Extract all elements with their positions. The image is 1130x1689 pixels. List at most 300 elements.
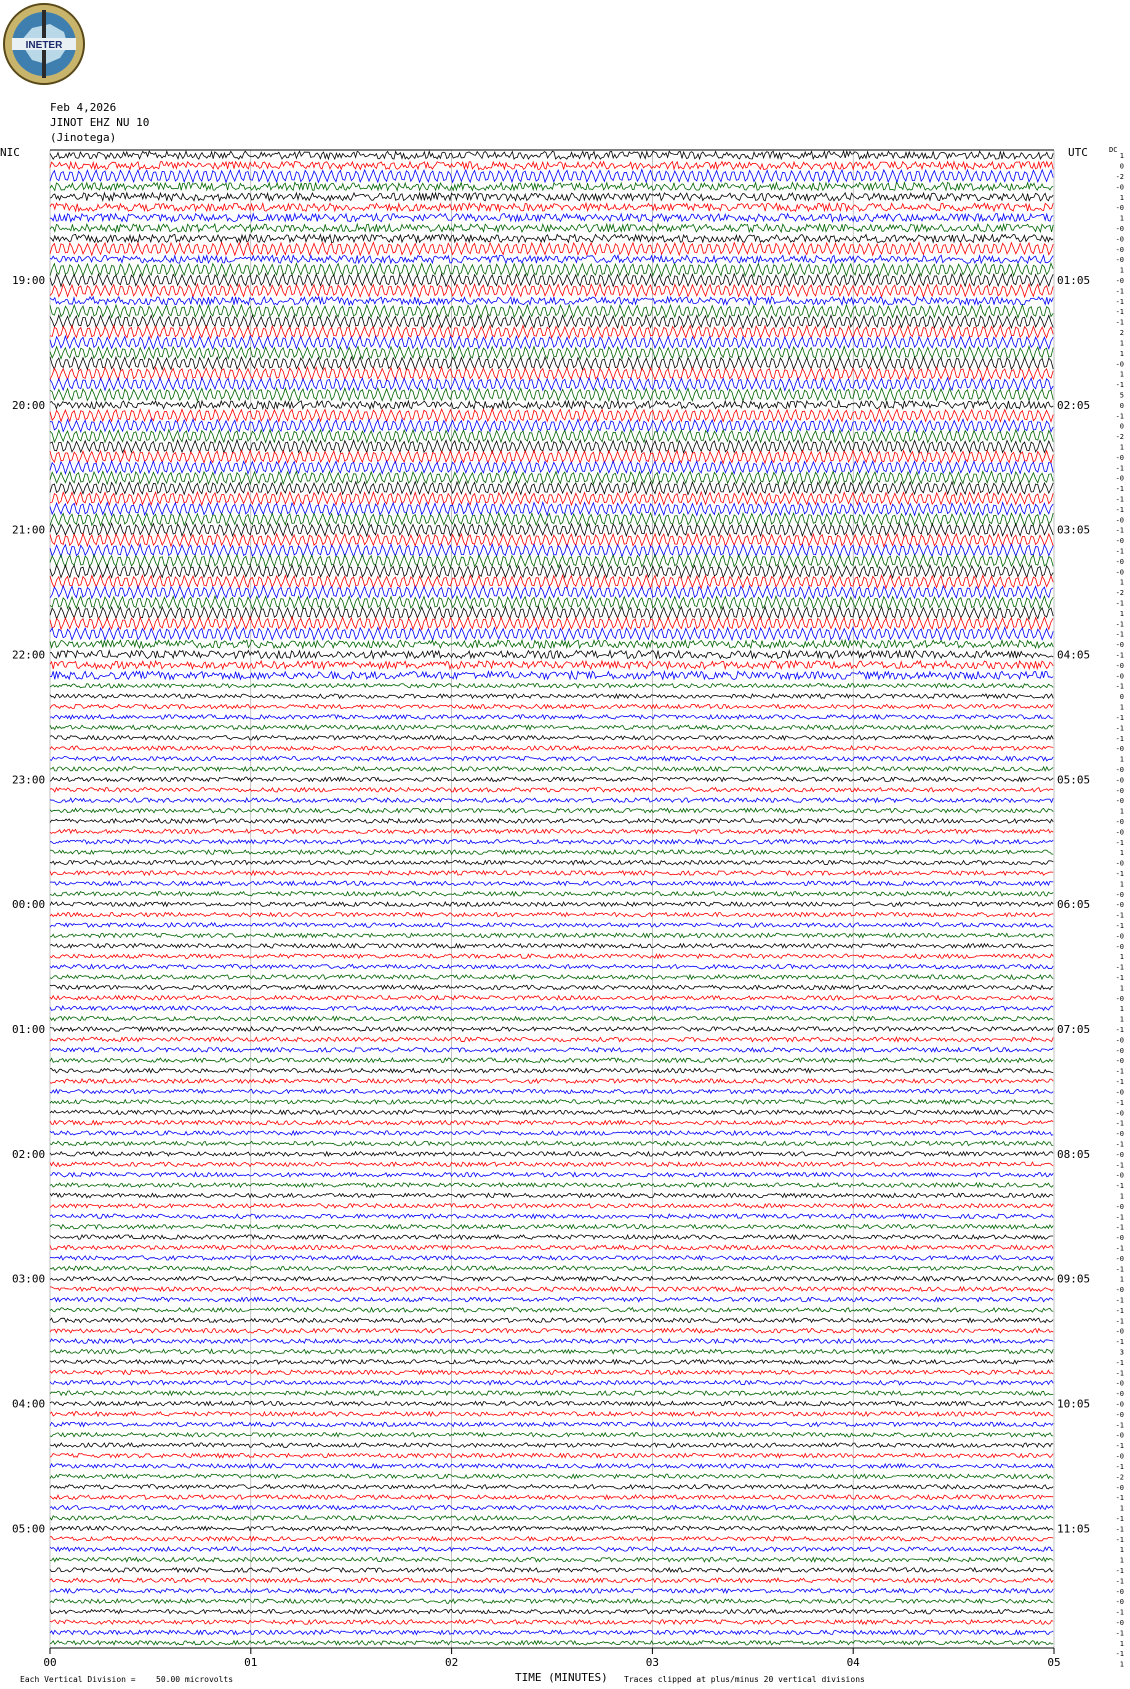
trace-126 — [50, 1464, 1053, 1468]
dc-offset: -1 — [1115, 1608, 1124, 1617]
dc-offset: -2 — [1115, 433, 1124, 442]
station-code: JINOT EHZ NU 10 — [50, 116, 150, 129]
trace-114 — [50, 1339, 1053, 1343]
right-time-label: 08:05 — [1057, 1147, 1091, 1161]
dc-offset: -1 — [1115, 734, 1124, 743]
trace-20 — [50, 357, 1053, 370]
dc-offset: -0 — [1115, 1431, 1124, 1440]
dc-offset: -0 — [1115, 765, 1124, 774]
dc-offset: -0 — [1115, 776, 1124, 785]
dc-offset: -0 — [1115, 1234, 1124, 1243]
trace-104 — [50, 1235, 1053, 1239]
dc-offset: -0 — [1115, 859, 1124, 868]
dc-offset: -0 — [1115, 537, 1124, 546]
trace-98 — [50, 1173, 1053, 1177]
left-time-label: 22:00 — [12, 648, 46, 662]
trace-109 — [50, 1287, 1053, 1291]
dc-offset: -1 — [1115, 297, 1124, 306]
trace-14 — [50, 297, 1053, 305]
dc-offset: -1 — [1115, 1026, 1124, 1035]
station-location: (Jinotega) — [50, 131, 117, 144]
dc-offset: -0 — [1115, 474, 1124, 483]
trace-72 — [50, 902, 1053, 906]
record-date: Feb 4,2026 — [50, 101, 117, 114]
trace-35 — [50, 513, 1053, 526]
dc-offset: -0 — [1115, 277, 1124, 286]
dc-offset: 1 — [1119, 807, 1124, 816]
dc-offset: 1 — [1119, 1275, 1124, 1284]
dc-offset: -0 — [1115, 672, 1124, 681]
trace-61 — [50, 788, 1053, 792]
dc-offset: 1 — [1119, 339, 1124, 348]
dc-offset: 1 — [1119, 1504, 1124, 1513]
trace-2 — [50, 170, 1053, 183]
trace-95 — [50, 1141, 1053, 1145]
dc-offset: -1 — [1115, 599, 1124, 608]
trace-46 — [50, 627, 1053, 640]
trace-92 — [50, 1110, 1053, 1114]
trace-62 — [50, 798, 1053, 802]
trace-128 — [50, 1485, 1053, 1489]
dc-offset: -1 — [1115, 485, 1124, 494]
dc-offset: -0 — [1115, 256, 1124, 265]
dc-offset: -1 — [1115, 1244, 1124, 1253]
dc-offset: -1 — [1115, 1514, 1124, 1523]
trace-81 — [50, 996, 1053, 1000]
dc-offset: -1 — [1115, 630, 1124, 639]
trace-19 — [50, 346, 1053, 359]
dc-offset: -2 — [1115, 1473, 1124, 1482]
trace-10 — [50, 255, 1053, 263]
left-time-label: 03:00 — [12, 1272, 46, 1286]
trace-49 — [50, 661, 1053, 669]
x-tick-label: 00 — [43, 1656, 57, 1669]
trace-101 — [50, 1204, 1053, 1208]
dc-offset: -0 — [1115, 797, 1124, 806]
dc-offset: -0 — [1115, 1286, 1124, 1295]
trace-51 — [50, 684, 1053, 688]
right-time-label: 07:05 — [1057, 1023, 1091, 1037]
trace-31 — [50, 471, 1053, 484]
left-time-label: 23:00 — [12, 773, 46, 787]
left-time-label: 04:00 — [12, 1397, 46, 1411]
dc-offset: 0 — [1119, 693, 1124, 702]
dc-offset: -1 — [1115, 963, 1124, 972]
trace-8 — [50, 234, 1053, 242]
right-time-labels — [1057, 274, 1090, 1535]
dc-offset: -0 — [1115, 557, 1124, 566]
trace-17 — [50, 326, 1053, 339]
trace-93 — [50, 1121, 1053, 1125]
dc-offset: 1 — [1119, 849, 1124, 858]
dc-offset: 1 — [1119, 1192, 1124, 1201]
trace-66 — [50, 840, 1053, 844]
trace-131 — [50, 1516, 1053, 1520]
dc-offset: -0 — [1115, 786, 1124, 795]
dc-offset: -0 — [1115, 568, 1124, 577]
trace-75 — [50, 933, 1053, 937]
trace-108 — [50, 1277, 1053, 1281]
trace-9 — [50, 242, 1053, 255]
dc-offset: -0 — [1115, 1088, 1124, 1097]
trace-68 — [50, 860, 1053, 864]
dc-offset: 1 — [1119, 703, 1124, 712]
trace-97 — [50, 1162, 1053, 1166]
x-tick-label: 03 — [645, 1656, 660, 1669]
right-time-label: 01:05 — [1057, 274, 1091, 288]
trace-79 — [50, 975, 1053, 979]
dc-offset: -1 — [1115, 838, 1124, 847]
dc-offset: -1 — [1115, 495, 1124, 504]
trace-71 — [50, 892, 1053, 896]
dc-offset: 1 — [1119, 984, 1124, 993]
dc-offset: -0 — [1115, 1036, 1124, 1045]
trace-6 — [50, 214, 1053, 222]
trace-143 — [50, 1641, 1053, 1645]
logo-text: INETER — [25, 40, 63, 51]
right-time-label: 09:05 — [1057, 1272, 1091, 1286]
left-time-label: 01:00 — [12, 1023, 46, 1037]
trace-103 — [50, 1225, 1053, 1229]
trace-125 — [50, 1453, 1053, 1457]
dc-offset: -1 — [1115, 308, 1124, 317]
dc-offset: -1 — [1115, 1067, 1124, 1076]
trace-56 — [50, 736, 1053, 740]
trace-43 — [50, 596, 1053, 609]
dc-offset: -1 — [1115, 526, 1124, 535]
trace-100 — [50, 1193, 1053, 1197]
trace-91 — [50, 1100, 1053, 1104]
trace-84 — [50, 1027, 1053, 1031]
left-time-label: 19:00 — [12, 274, 46, 288]
trace-59 — [50, 767, 1053, 771]
trace-99 — [50, 1183, 1053, 1187]
dc-offset: -0 — [1115, 235, 1124, 244]
trace-85 — [50, 1037, 1053, 1041]
dc-offset: -1 — [1115, 1629, 1124, 1638]
dc-offset: -1 — [1115, 1161, 1124, 1170]
dc-offset: -1 — [1115, 1140, 1124, 1149]
dc-offset: 0 — [1119, 401, 1124, 410]
trace-117 — [50, 1370, 1053, 1374]
trace-47 — [50, 640, 1053, 648]
trace-70 — [50, 881, 1053, 885]
trace-38 — [50, 544, 1053, 557]
dc-offset: -0 — [1115, 453, 1124, 462]
dc-offset: -1 — [1115, 1494, 1124, 1503]
dc-offset: -1 — [1115, 620, 1124, 629]
trace-63 — [50, 808, 1053, 812]
trace-130 — [50, 1505, 1053, 1509]
trace-94 — [50, 1131, 1053, 1135]
trace-53 — [50, 704, 1053, 708]
dc-offset: -1 — [1115, 287, 1124, 296]
dc-offset-labels — [1116, 152, 1124, 1668]
trace-123 — [50, 1433, 1053, 1437]
trace-69 — [50, 871, 1053, 875]
dc-offset: -0 — [1115, 1130, 1124, 1139]
dc-offset: 1 — [1119, 953, 1124, 962]
trace-111 — [50, 1308, 1053, 1312]
dc-offset: -1 — [1115, 1338, 1124, 1347]
trace-45 — [50, 617, 1053, 630]
trace-40 — [50, 565, 1053, 578]
trace-13 — [50, 284, 1053, 297]
dc-offset: -1 — [1115, 911, 1124, 920]
trace-135 — [50, 1557, 1053, 1561]
dc-offset: -0 — [1115, 1109, 1124, 1118]
trace-22 — [50, 378, 1053, 391]
dc-offset: -0 — [1115, 1587, 1124, 1596]
trace-137 — [50, 1578, 1053, 1582]
left-time-label: 20:00 — [12, 398, 46, 412]
trace-74 — [50, 923, 1053, 927]
trace-65 — [50, 829, 1053, 833]
trace-121 — [50, 1412, 1053, 1416]
seismic-traces — [50, 151, 1053, 1645]
trace-78 — [50, 964, 1053, 968]
trace-44 — [50, 607, 1053, 620]
dc-offset: -0 — [1115, 1327, 1124, 1336]
dc-offset: -1 — [1115, 1265, 1124, 1274]
dc-offset: -0 — [1115, 245, 1124, 254]
dc-offset: -1 — [1115, 922, 1124, 931]
trace-129 — [50, 1495, 1053, 1499]
dc-offset: -0 — [1115, 661, 1124, 670]
trace-60 — [50, 777, 1053, 781]
dc-offset: 1 — [1119, 266, 1124, 275]
trace-139 — [50, 1599, 1053, 1603]
dc-offset: -0 — [1115, 516, 1124, 525]
trace-88 — [50, 1069, 1053, 1073]
dc-offset: -0 — [1115, 1618, 1124, 1627]
dc-offset: 1 — [1119, 578, 1124, 587]
right-time-label: 11:05 — [1057, 1522, 1091, 1536]
trace-58 — [50, 756, 1053, 760]
dc-offset: -1 — [1115, 1358, 1124, 1367]
trace-134 — [50, 1547, 1053, 1551]
dc-offset: -1 — [1115, 505, 1124, 514]
dc-offset: 1 — [1119, 880, 1124, 889]
dc-offset: -0 — [1115, 932, 1124, 941]
trace-116 — [50, 1360, 1053, 1364]
dc-offset: 1 — [1119, 214, 1124, 223]
trace-0 — [50, 151, 1053, 159]
dc-offset: 0 — [1119, 162, 1124, 171]
trace-90 — [50, 1089, 1053, 1093]
dc-offset: 1 — [1119, 1546, 1124, 1555]
dc-offset: -0 — [1115, 1150, 1124, 1159]
left-timezone-label: NIC — [0, 146, 20, 159]
dc-offset: -0 — [1115, 745, 1124, 754]
trace-4 — [50, 193, 1053, 201]
dc-offset: -1 — [1115, 1182, 1124, 1191]
dc-offset: 3 — [1119, 1348, 1124, 1357]
trace-141 — [50, 1620, 1053, 1624]
dc-offset: -1 — [1115, 381, 1124, 390]
dc-offset: 1 — [1119, 755, 1124, 764]
dc-offset: -0 — [1115, 817, 1124, 826]
dc-offset: -0 — [1115, 204, 1124, 213]
trace-67 — [50, 850, 1053, 854]
trace-64 — [50, 819, 1053, 823]
dc-offset: -0 — [1115, 890, 1124, 899]
trace-76 — [50, 944, 1053, 948]
division-label: Each Vertical Division = — [20, 1675, 136, 1684]
right-time-label: 06:05 — [1057, 898, 1091, 912]
dc-offset: -1 — [1115, 1317, 1124, 1326]
trace-124 — [50, 1443, 1053, 1447]
trace-29 — [50, 450, 1053, 463]
trace-112 — [50, 1318, 1053, 1322]
dc-offset: 2 — [1119, 329, 1124, 338]
x-tick-label: 04 — [846, 1656, 860, 1669]
dc-offset: -0 — [1115, 1379, 1124, 1388]
dc-offset: -1 — [1115, 974, 1124, 983]
trace-34 — [50, 502, 1053, 515]
dc-offset: -1 — [1115, 1223, 1124, 1232]
dc-offset: 1 — [1119, 152, 1124, 161]
right-time-label: 05:05 — [1057, 773, 1091, 787]
dc-offset: -1 — [1115, 682, 1124, 691]
left-time-label: 00:00 — [12, 898, 46, 912]
trace-16 — [50, 315, 1053, 328]
dc-offset: 1 — [1119, 193, 1124, 202]
trace-15 — [50, 305, 1053, 318]
trace-132 — [50, 1526, 1053, 1530]
dc-offset: -0 — [1115, 901, 1124, 910]
trace-77 — [50, 954, 1053, 958]
x-axis-ticks — [43, 1648, 1060, 1669]
dc-offset: -1 — [1115, 869, 1124, 878]
x-tick-label: 05 — [1047, 1656, 1061, 1669]
left-time-label: 21:00 — [12, 523, 46, 537]
trace-120 — [50, 1401, 1053, 1405]
dc-offset: -1 — [1115, 1577, 1124, 1586]
dc-offset: -0 — [1115, 942, 1124, 951]
dc-offset: -1 — [1115, 412, 1124, 421]
dc-offset: -1 — [1115, 1213, 1124, 1222]
dc-offset: -0 — [1115, 1410, 1124, 1419]
dc-offset: 1 — [1119, 1015, 1124, 1024]
dc-offset: -0 — [1115, 994, 1124, 1003]
trace-50 — [50, 671, 1053, 679]
right-time-label: 04:05 — [1057, 648, 1091, 662]
trace-24 — [50, 401, 1053, 409]
dc-offset: -0 — [1115, 1400, 1124, 1409]
dc-offset: 0 — [1119, 422, 1124, 431]
dc-offset: -1 — [1115, 1306, 1124, 1315]
dc-offset: 1 — [1119, 1005, 1124, 1014]
dc-offset: -0 — [1115, 1046, 1124, 1055]
trace-73 — [50, 913, 1053, 917]
trace-5 — [50, 203, 1053, 211]
trace-26 — [50, 419, 1053, 432]
dc-offset: -1 — [1115, 1650, 1124, 1659]
trace-110 — [50, 1297, 1053, 1301]
division-value: 50.00 microvolts — [156, 1675, 234, 1684]
right-time-label: 10:05 — [1057, 1397, 1091, 1411]
dc-offset: -0 — [1115, 360, 1124, 369]
dc-offset: -2 — [1115, 589, 1124, 598]
dc-offset: 1 — [1119, 370, 1124, 379]
trace-133 — [50, 1537, 1053, 1541]
dc-offset: 1 — [1119, 1639, 1124, 1648]
dc-offset: -0 — [1115, 1057, 1124, 1066]
trace-30 — [50, 461, 1053, 474]
trace-89 — [50, 1079, 1053, 1083]
trace-113 — [50, 1329, 1053, 1333]
dc-offset: -1 — [1115, 713, 1124, 722]
trace-3 — [50, 182, 1053, 190]
dc-offset: -1 — [1115, 1535, 1124, 1544]
dc-offset: -1 — [1115, 724, 1124, 733]
trace-119 — [50, 1391, 1053, 1395]
trace-118 — [50, 1381, 1053, 1385]
trace-142 — [50, 1630, 1053, 1634]
trace-25 — [50, 409, 1053, 422]
trace-27 — [50, 430, 1053, 443]
trace-96 — [50, 1152, 1053, 1156]
trace-138 — [50, 1589, 1053, 1593]
dc-offset: -0 — [1115, 1202, 1124, 1211]
trace-48 — [50, 651, 1053, 659]
trace-21 — [50, 367, 1053, 380]
trace-122 — [50, 1422, 1053, 1426]
trace-105 — [50, 1245, 1053, 1249]
trace-86 — [50, 1048, 1053, 1052]
left-time-label: 02:00 — [12, 1147, 46, 1161]
trace-83 — [50, 1016, 1053, 1020]
dc-offset: -1 — [1115, 1369, 1124, 1378]
trace-11 — [50, 263, 1053, 276]
clip-note: Traces clipped at plus/minus 20 vertical divisions — [624, 1675, 865, 1684]
trace-7 — [50, 224, 1053, 232]
trace-136 — [50, 1568, 1053, 1572]
trace-33 — [50, 492, 1053, 505]
trace-115 — [50, 1349, 1053, 1353]
dc-offset: -1 — [1115, 464, 1124, 473]
trace-127 — [50, 1474, 1053, 1478]
dc-offset: -1 — [1115, 1119, 1124, 1128]
dc-offset: -1 — [1115, 1078, 1124, 1087]
trace-106 — [50, 1256, 1053, 1260]
dc-offset: 1 — [1119, 609, 1124, 618]
right-timezone-label: UTC — [1068, 146, 1088, 159]
dc-offset: -1 — [1115, 547, 1124, 556]
dc-offset: -1 — [1115, 1462, 1124, 1471]
trace-54 — [50, 715, 1053, 719]
trace-82 — [50, 1006, 1053, 1010]
right-time-label: 02:05 — [1057, 398, 1091, 412]
trace-55 — [50, 725, 1053, 729]
trace-41 — [50, 575, 1053, 588]
dc-offset: 1 — [1119, 349, 1124, 358]
trace-52 — [50, 694, 1053, 698]
dc-offset: -0 — [1115, 1390, 1124, 1399]
dc-offset: -2 — [1115, 173, 1124, 182]
left-time-label: 05:00 — [12, 1522, 46, 1536]
dc-offset: -0 — [1115, 1483, 1124, 1492]
dc-offset: -1 — [1115, 1442, 1124, 1451]
dc-offset: 1 — [1119, 1660, 1124, 1669]
x-axis-title: TIME (MINUTES) — [515, 1671, 608, 1684]
dc-offset: -0 — [1115, 641, 1124, 650]
trace-57 — [50, 746, 1053, 750]
dc-offset: -1 — [1115, 651, 1124, 660]
dc-offset: -0 — [1115, 225, 1124, 234]
trace-107 — [50, 1266, 1053, 1270]
